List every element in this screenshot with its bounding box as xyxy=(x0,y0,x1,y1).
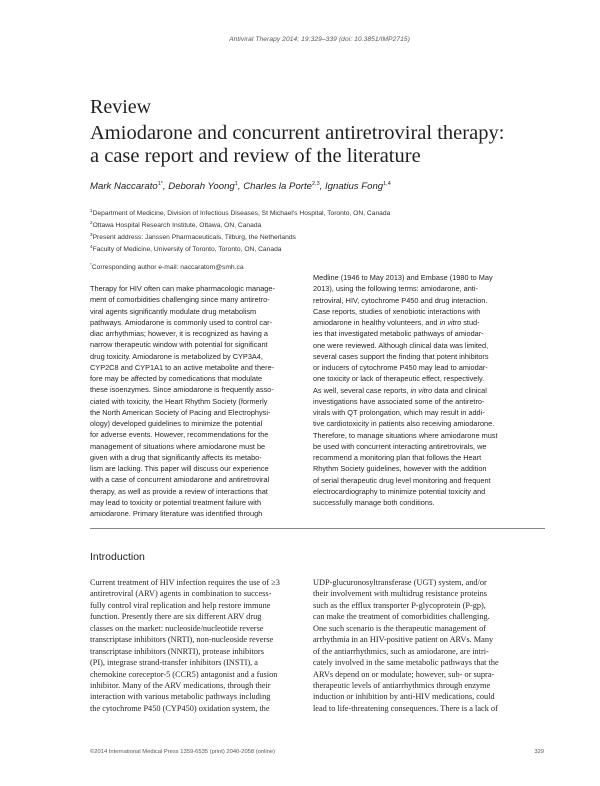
author-sup: 1* xyxy=(157,181,163,187)
body-line: ARVs depend on or modulate; however, sub- or supra- xyxy=(313,669,495,679)
body-line: can make the treatment of comorbidities challenging. xyxy=(313,612,490,622)
author-sup: 1 xyxy=(234,181,238,187)
affiliation xyxy=(90,208,390,217)
affiliation-text: Faculty of Medicine, University of Toronto, Toronto, ON, Canada xyxy=(92,246,282,254)
body-line: UDP-glucuronosyltransferase (UGT) system, and/or xyxy=(313,578,487,587)
abstract-line: amiodarone. Primary literature was identified through xyxy=(90,509,263,518)
author-sup: 1,4 xyxy=(383,181,391,187)
corresponding-sup: * xyxy=(90,262,92,267)
body-line: (PI), integrase strand-transfer inhibitors (INSTI), a xyxy=(90,658,258,668)
abstract-line: diac arrhythmias; however, it is recognized as having a xyxy=(90,329,268,338)
abstract-divider xyxy=(90,528,545,529)
body-line: lead to life-threatening consequences. There is a lack of xyxy=(313,703,498,713)
abstract-line: successfully manage both conditions. xyxy=(313,498,435,507)
abstract-line: 2013), using the following terms: amiodarone, anti- xyxy=(313,284,478,294)
affiliation xyxy=(90,232,296,241)
abstract-line: ology) developed guidelines to minimize the potential xyxy=(90,419,263,428)
abstract-line: management of situations where amiodarone must be xyxy=(90,441,266,451)
body-line: function. Presently there are six different ARV drug xyxy=(90,612,262,622)
body-line: arrhythmia in an HIV-positive patient on ARVs. Many xyxy=(313,635,494,645)
journal-citation: Antiviral Therapy 2014; 19:329–339 (doi: 10.3851/IMP2715) xyxy=(229,36,410,43)
abstract-line: the North American Society of Pacing and Electrophysi- xyxy=(90,407,271,417)
author-name: Deborah Yoong xyxy=(168,181,235,193)
body-line: the cytochrome P450 (CYP450) oxidation system, the xyxy=(90,703,270,713)
introduction-left-column xyxy=(90,577,306,714)
body-line: chemokine coreceptor-5 (CCR5) antagonist and a fusion xyxy=(90,669,278,679)
abstract-line: one were reviewed. Although clinical data was limited, xyxy=(313,340,489,350)
abstract-line: narrow therapeutic window with potential for significant xyxy=(90,340,268,350)
abstract-line: Therefore, to manage situations where amiodarone must xyxy=(313,430,498,440)
abstract-line: fore may be affected by comedications that modulate xyxy=(90,374,263,383)
article-title xyxy=(90,122,550,168)
abstract-line: lism are lacking. This paper will discuss our experience xyxy=(90,464,269,473)
affiliation-sup: 1 xyxy=(90,208,93,213)
abstract-line: ment of comorbidities challenging since many antiretro- xyxy=(90,295,270,305)
affiliation-text: Present address: Janssen Pharmaceuticals, Tilburg, the Netherlands xyxy=(92,234,296,242)
abstract-line: for adverse events. However, recommendations for the xyxy=(90,430,269,440)
body-line: transcriptase inhibitors (NNRTI), protease inhibitors xyxy=(90,646,264,656)
author-name: Charles la Porte xyxy=(243,181,312,193)
abstract-line: CYP2C8 and CYP1A1 to an active metabolite and there- xyxy=(90,362,275,372)
abstract-line: with a case of concurrent amiodarone and antiretroviral xyxy=(90,475,270,485)
author-sup: 2,3 xyxy=(311,181,320,187)
abstract-line: one toxicity or lack of therapeutic effect, respectively. xyxy=(313,374,485,384)
affiliation-text: Department of Medicine, Division of Infectious Diseases, St Michael's Hospital, Toronto, ON, Canada xyxy=(92,210,391,218)
body-line: interaction with various metabolic pathways including xyxy=(90,692,271,702)
abstract-line: As well, several case reports, in vitro data and clinical xyxy=(313,385,487,395)
abstract-line: electrocardiography to minimize potential toxicity and xyxy=(313,486,486,496)
abstract-line: therapy, as well as provide a review of interactions that xyxy=(90,486,268,496)
italic-term: in vitro xyxy=(439,318,462,327)
author-list: Mark Naccarato$^{1*}$, Deborah Yoong$^1$, Charles la Porte$^{2,3}$, Ignatius Fong$^{1,4}$ xyxy=(90,181,391,193)
copyright-footer: ©2014 International Medical Press 1359-6535 (print) 2040-2058 (online) xyxy=(90,749,276,755)
affiliation xyxy=(90,244,282,253)
abstract-line: retroviral, HIV, cytochrome P450 and drug interaction. xyxy=(313,295,488,305)
body-line: their involvement with multidrug resistance proteins xyxy=(313,589,487,599)
abstract-line: of serial therapeutic drug level monitoring and frequent xyxy=(313,475,491,485)
abstract-line: Rhythm Society guidelines, however with the addition xyxy=(313,464,487,474)
body-line: classes on the market: nucleoside/nucleotide reverse xyxy=(90,623,264,633)
abstract-line: or inducers of cytochrome P450 may lead to amiodar- xyxy=(313,363,488,372)
body-line: transcriptase inhibitors (NRTI), non-nucleoside reverse xyxy=(90,635,274,645)
abstract-left-column xyxy=(90,283,304,519)
body-line: induction or inhibition by anti-HIV medications, could xyxy=(313,692,495,702)
author-name: Ignatius Fong xyxy=(324,181,384,193)
abstract-line: Case reports, studies of xenobiotic interactions with xyxy=(313,306,481,316)
abstract-line: these isoenzymes. Since amiodarone is frequently asso- xyxy=(90,385,274,395)
abstract-line: be used with concurrent interacting antiretrovirals, we xyxy=(313,441,487,451)
abstract-line: ies that investigated metabolic pathways of amiodar- xyxy=(313,329,484,339)
body-line: One such scenario is the therapeutic management of xyxy=(313,623,487,633)
corresponding-author xyxy=(90,262,244,271)
body-line: fully control viral replication and help restore immune xyxy=(90,600,271,610)
corresponding-text: Corresponding author e-mail: naccaratom@smh.ca xyxy=(91,264,244,272)
abstract-line: amiodarone in healthy volunteers, and in vitro stud- xyxy=(313,318,480,327)
body-line: cately involved in the same metabolic pathways that the xyxy=(313,658,499,668)
title-line: Amiodarone and concurrent antiretroviral therapy: xyxy=(90,122,505,144)
affiliation-sup: 3 xyxy=(90,232,93,237)
italic-term: in vitro xyxy=(410,385,433,395)
abstract-line: drug toxicity. Amiodarone is metabolized by CYP3A4, xyxy=(90,351,263,361)
affiliation-text: Ottawa Hospital Research Institute, Ottawa, ON, Canada xyxy=(92,222,262,230)
abstract-line: recommend a monitoring plan that follows the Heart xyxy=(313,453,482,462)
page-number: 329 xyxy=(534,749,544,755)
abstract-line: may lead to toxicity or potential treatment failure with xyxy=(90,497,262,507)
body-line: inhibitor. Many of the ARV medications, through their xyxy=(90,680,271,690)
body-line: therapeutic levels of antiarrhythmics through enzyme xyxy=(313,680,491,690)
introduction-heading: Introduction xyxy=(90,551,145,563)
body-line: such as the efflux transporter P-glycoprotein (P-gp), xyxy=(313,600,486,610)
author-name: Mark Naccarato xyxy=(90,181,158,193)
title-line: a case report and review of the literature xyxy=(90,145,421,167)
body-line: of the antiarrhythmics, such as amiodarone, are intri- xyxy=(313,646,489,656)
affiliation-sup: 4 xyxy=(90,244,93,249)
abstract-line: investigations have associated some of the antiretro- xyxy=(313,396,485,406)
abstract-line: pathways. Amiodarone is commonly used to control car- xyxy=(90,317,273,327)
abstract-line: Medline (1946 to May 2013) and Embase (1980 to May xyxy=(313,273,493,282)
abstract-line: viral agents significantly modulate drug metabolism xyxy=(90,306,257,316)
abstract-line: several cases support the finding that potent inhibitors xyxy=(313,351,489,361)
abstract-line: tive cardiotoxicity in patients also receiving amiodarone. xyxy=(313,419,495,429)
body-line: Current treatment of HIV infection requires the use of ≥3 xyxy=(90,578,280,587)
abstract-line: given with a drug that significantly affects its metabo- xyxy=(90,452,262,462)
abstract-right-column xyxy=(313,272,527,508)
section-label: Review xyxy=(90,96,152,118)
abstract-line: virals with QT prolongation, which may result in addi- xyxy=(313,408,485,417)
affiliation-sup: 2 xyxy=(90,220,93,225)
body-line: antiretroviral (ARV) agents in combination to success- xyxy=(90,589,272,599)
affiliation xyxy=(90,220,261,229)
abstract-line: ciated with toxicity, the Heart Rhythm Society (formerly xyxy=(90,396,268,406)
abstract-line: Therapy for HIV often can make pharmacologic manage- xyxy=(90,284,275,293)
introduction-right-column xyxy=(313,577,533,714)
